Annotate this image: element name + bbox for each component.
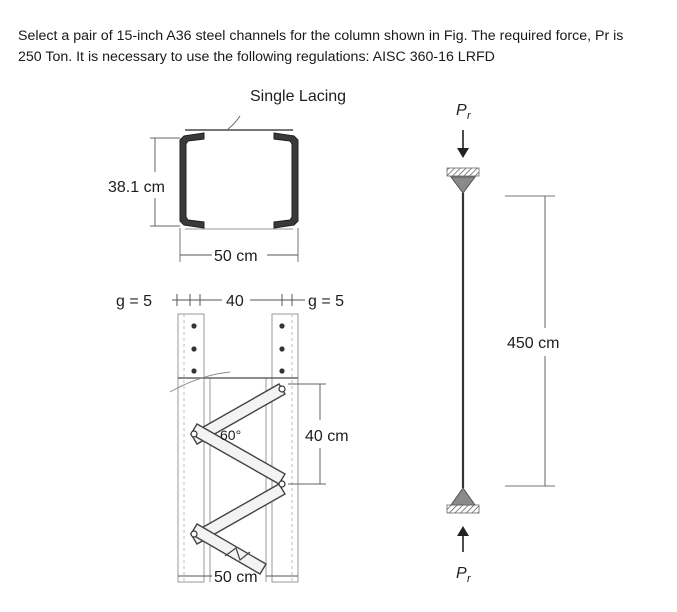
bottom-width-label: 50 cm xyxy=(214,569,258,586)
tie-leader xyxy=(170,372,230,392)
top-support-hatch xyxy=(447,168,479,176)
top-load-arrow-head xyxy=(457,148,469,158)
gage-middle-label: 40 xyxy=(226,293,244,310)
gage-left-label: g = 5 xyxy=(116,293,153,310)
bolt-1 xyxy=(191,323,196,328)
lacing-pin-4 xyxy=(191,531,197,537)
lacing-spacing-label: 40 cm xyxy=(305,428,349,445)
lacing-angle-label: 60° xyxy=(220,427,242,443)
laced-column-elevation xyxy=(170,314,349,586)
bottom-support-hatch xyxy=(447,505,479,513)
section-height-label: 38.1 cm xyxy=(108,179,165,196)
right-channel xyxy=(274,133,298,228)
column-schematic xyxy=(447,102,559,585)
gage-dimensions xyxy=(116,293,344,310)
right-flange xyxy=(272,314,298,582)
bottom-load-label: P xyxy=(456,565,467,582)
bolt-6 xyxy=(279,368,284,373)
top-load-label: P xyxy=(456,102,467,119)
title-leader xyxy=(228,116,240,129)
lacing-zigzag xyxy=(191,384,285,574)
problem-line-1: Select a pair of 15-inch A36 steel channels for the column shown in Fig. The required force, Pr is xyxy=(18,28,624,44)
lacing-pin-2 xyxy=(279,386,285,392)
problem-line-2: 250 Ton. It is necessary to use the following regulations: AISC 360-16 LRFD xyxy=(18,49,495,65)
top-load-subscript: r xyxy=(467,110,471,122)
lacing-pin-3 xyxy=(279,481,285,487)
bottom-load-subscript: r xyxy=(467,573,471,585)
bolt-3 xyxy=(191,368,196,373)
bolt-4 xyxy=(279,323,284,328)
section-width-label: 50 cm xyxy=(214,248,258,265)
bottom-support-pin xyxy=(451,488,475,505)
section-title: Single Lacing xyxy=(250,88,347,105)
top-support-pin xyxy=(451,177,475,193)
gage-right-label: g = 5 xyxy=(308,293,345,310)
lacing-pin-1 xyxy=(191,431,197,437)
bolt-2 xyxy=(191,346,196,351)
column-length-label: 450 cm xyxy=(507,335,560,352)
bolt-5 xyxy=(279,346,284,351)
cross-section xyxy=(108,88,346,265)
left-channel xyxy=(180,133,204,228)
